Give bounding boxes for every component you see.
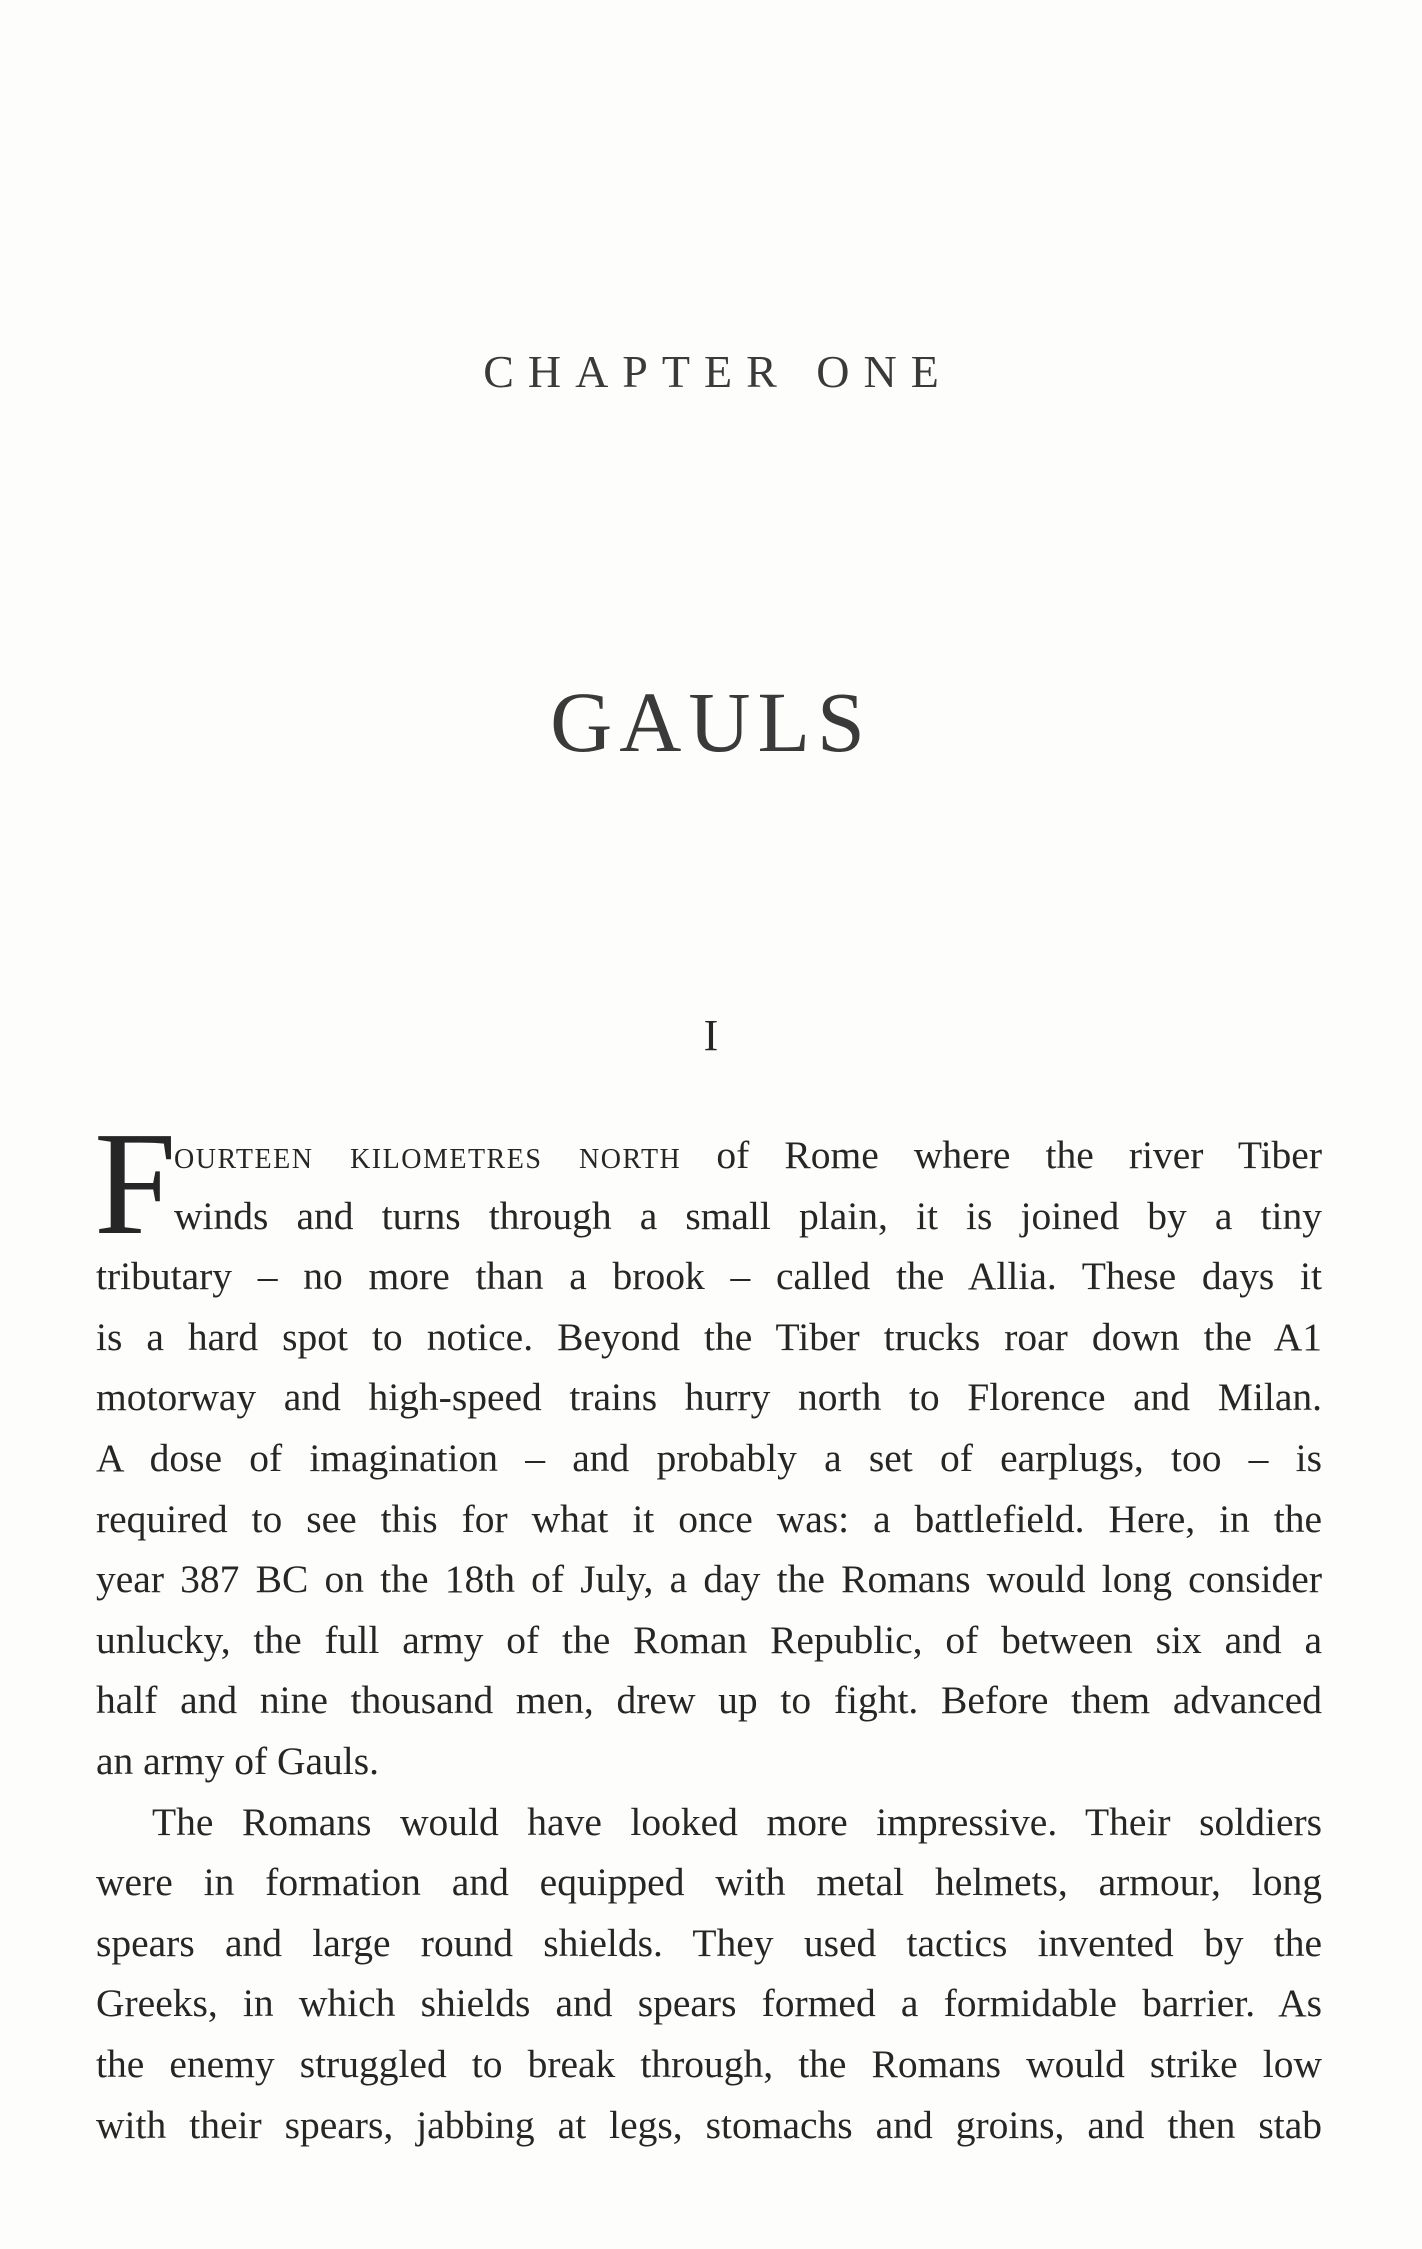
line-text: of Rome where the river Tiber — [681, 1133, 1322, 1177]
chapter-title: GAULS — [550, 674, 872, 770]
paragraph-1-line-5: motorway and high-speed trains hurry north to Florence and Milan. — [96, 1375, 1322, 1420]
paragraph-1-line-9: unlucky, the full army of the Roman Republic, of between six and a — [96, 1617, 1322, 1662]
paragraph-2-line-6: with their spears, jabbing at legs, stomachs and groins, and then stab — [96, 2102, 1322, 2147]
paragraph-2-line-4: Greeks, in which shields and spears formed a formidable barrier. As — [96, 1981, 1322, 2026]
paragraph-1-line-8: year 387 BC on the 18th of July, a day the Romans would long consider — [96, 1557, 1322, 1602]
chapter-label: CHAPTER ONE — [483, 346, 953, 397]
paragraph-1-line-3: tributary – no more than a brook – called the Allia. These days it — [96, 1254, 1322, 1299]
small-caps-lead: ourteen kilometres north — [174, 1133, 682, 1177]
paragraph-1-line-10: half and nine thousand men, drew up to fight. Before them advanced — [96, 1678, 1322, 1723]
paragraph-1-line-7: required to see this for what it once was: a battlefield. Here, in the — [96, 1496, 1322, 1541]
paragraph-1-line-6: A dose of imagination – and probably a set of earplugs, too – is — [96, 1435, 1322, 1480]
paragraph-2-line-3: spears and large round shields. They used tactics invented by the — [96, 1920, 1322, 1965]
paragraph-1-line-2: winds and turns through a small plain, it is joined by a tiny — [174, 1193, 1322, 1238]
section-number: I — [703, 1011, 719, 1060]
paragraph-1-line-11: an army of Gauls. — [96, 1738, 379, 1783]
paragraph-2-line-2: were in formation and equipped with metal helmets, armour, long — [96, 1860, 1322, 1905]
paragraph-1-line-4: is a hard spot to notice. Beyond the Tiber trucks roar down the A1 — [96, 1314, 1322, 1359]
body-text — [94, 1102, 1322, 2155]
drop-cap: F — [94, 1102, 177, 1266]
paragraph-2-line-5: the enemy struggled to break through, the Romans would strike low — [96, 2041, 1322, 2086]
paragraph-2-line-1: The Romans would have looked more impressive. Their soldiers — [152, 1799, 1322, 1844]
